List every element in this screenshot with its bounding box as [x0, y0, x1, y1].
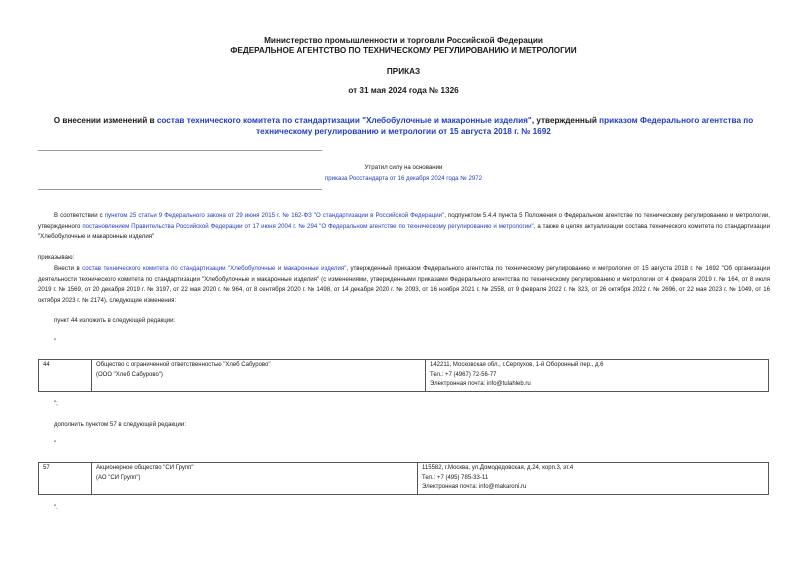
order-word: приказываю: — [38, 254, 75, 261]
title-link-committee[interactable]: состав технического комитета по стандартизации "Хлебобулочные и макаронные изделия" — [156, 116, 532, 125]
changes-paragraph — [38, 264, 770, 306]
punkt-57-instruction: дополнить пунктом 57 в следующей редакции: — [54, 421, 187, 428]
table-row — [39, 463, 769, 495]
punkt-44-instruction: пункт 44 изложить в следующей редакции: — [54, 317, 176, 324]
changes-text-1: Внести в — [54, 265, 83, 272]
organization-cell — [92, 360, 426, 392]
organization-short-name: (АО "СИ Групп") — [96, 474, 141, 481]
lost-force-link[interactable]: приказа Росстандарта от 16 декабря 2024 года № 2972 — [324, 175, 482, 182]
email: Электронная почта: info@tulahleb.ru — [430, 381, 531, 387]
agency-name: ФЕДЕРАЛЬНОЕ АГЕНТСТВО ПО ТЕХНИЧЕСКОМУ РЕГУЛИРОВАНИЮ И МЕТРОЛОГИИ — [230, 46, 577, 55]
address: 115582, г.Москва, ул.Домодедовская, д.24, корп.3, эт.4 — [422, 465, 574, 471]
law-link[interactable]: пунктом 25 статьи 9 Федерального закона от 29 июня 2015 г. № 162-ФЗ "О стандартизации в Российской Федерации" — [104, 212, 445, 219]
title-link-order[interactable]: приказом Федерального агентства по техническому регулированию и метрологии от 15 августа 2018 г. № 1692 — [256, 116, 754, 136]
row-number: 44 — [39, 360, 92, 392]
table-punkt-57 — [38, 462, 769, 495]
organization-short-name: (ООО "Хлеб Сабурово") — [96, 371, 163, 378]
table-punkt-44 — [38, 359, 769, 392]
organization-name: Общество с ограниченной ответственностью "Хлеб Сабурово" — [96, 362, 271, 368]
preamble-paragraph — [38, 211, 770, 243]
preamble-text-3: , а также в целях актуализации состава технического комитета по стандартизации "Хлебобулочные и макаронные изделия" — [38, 222, 770, 240]
title-text-1: О внесении изменений в — [53, 116, 157, 125]
preamble-text-2: , подпунктом 5.4.4 пункта 5 Положения о Федеральном агентстве по техническому регулированию и метрологии, утвержденного — [38, 212, 770, 230]
changes-text-2: , утвержденный приказом Федерального агентства по техническому регулированию и метрологии от 15 августа 2018 г. № 1692 "Об организации деятельности технического комитета по стандартизации "Хлебобулочные и макаронные изделия" (с изменениями, утвержденными приказами Федерального агентства по техническому регулированию и метрологии от 4 февраля 2019 г. № 164, от 8 июля 2019 г. № 1569, от 20 декабря 2019 г. № 3197, от 22 мая 2020 г. № 964, от 8 сентября 2020 г. № 1498, от 14 декабря 2020 г. № 2093, от 16 ноября 2021 г. № 2558, от 9 февраля 2022 г. № 323, от 26 октября 2022 г. № 2696, от 22 мая 2023 г. № 1049, от 16 октября 2023 г. № 2174), следующие изменения: — [38, 265, 770, 304]
organization-cell — [92, 463, 418, 495]
lost-force-note: Утратил силу на основании — [364, 164, 443, 171]
organization-name: Акционерное общество "СИ Групп" — [96, 465, 194, 471]
doc-type: ПРИКАЗ — [386, 67, 421, 76]
quote-close-2: ". — [54, 504, 58, 511]
committee-composition-link[interactable]: состав технического комитета по стандартизации "Хлебобулочные и макаронные изделия" — [82, 265, 347, 272]
row-number: 57 — [39, 463, 92, 495]
table-row — [39, 360, 769, 392]
address: 142211, Московская обл., г.Серпухов, 1-й Оборонный пер., д.6 — [430, 362, 604, 368]
doc-date: от 31 мая 2024 года № 1326 — [348, 86, 459, 95]
quote-open-1: " — [54, 338, 57, 345]
quote-open-2: " — [54, 440, 57, 447]
page-title — [40, 115, 767, 137]
preamble-text-1: В соответствии с — [54, 212, 105, 219]
quote-close-1: "; — [54, 400, 58, 407]
contacts-cell — [418, 463, 769, 495]
title-text-2: , утвержденный — [531, 116, 600, 125]
regulation-link[interactable]: постановлением Правительства Российской Федерации от 17 июня 2004 г. № 294 "О Федеральном агентстве по техническому регулированию и метрологии" — [82, 222, 534, 230]
email: Электронная почта: info@makaroni.ru — [422, 484, 527, 490]
phone: Тел.: +7 (495) 785-33-11 — [422, 474, 489, 481]
divider-top — [38, 150, 322, 151]
ministry-name: Министерство промышленности и торговли Российской Федерации — [264, 36, 543, 45]
divider-bottom — [38, 189, 322, 190]
contacts-cell — [426, 360, 769, 392]
phone: Тел.: +7 (4967) 72-56-77 — [430, 371, 497, 378]
